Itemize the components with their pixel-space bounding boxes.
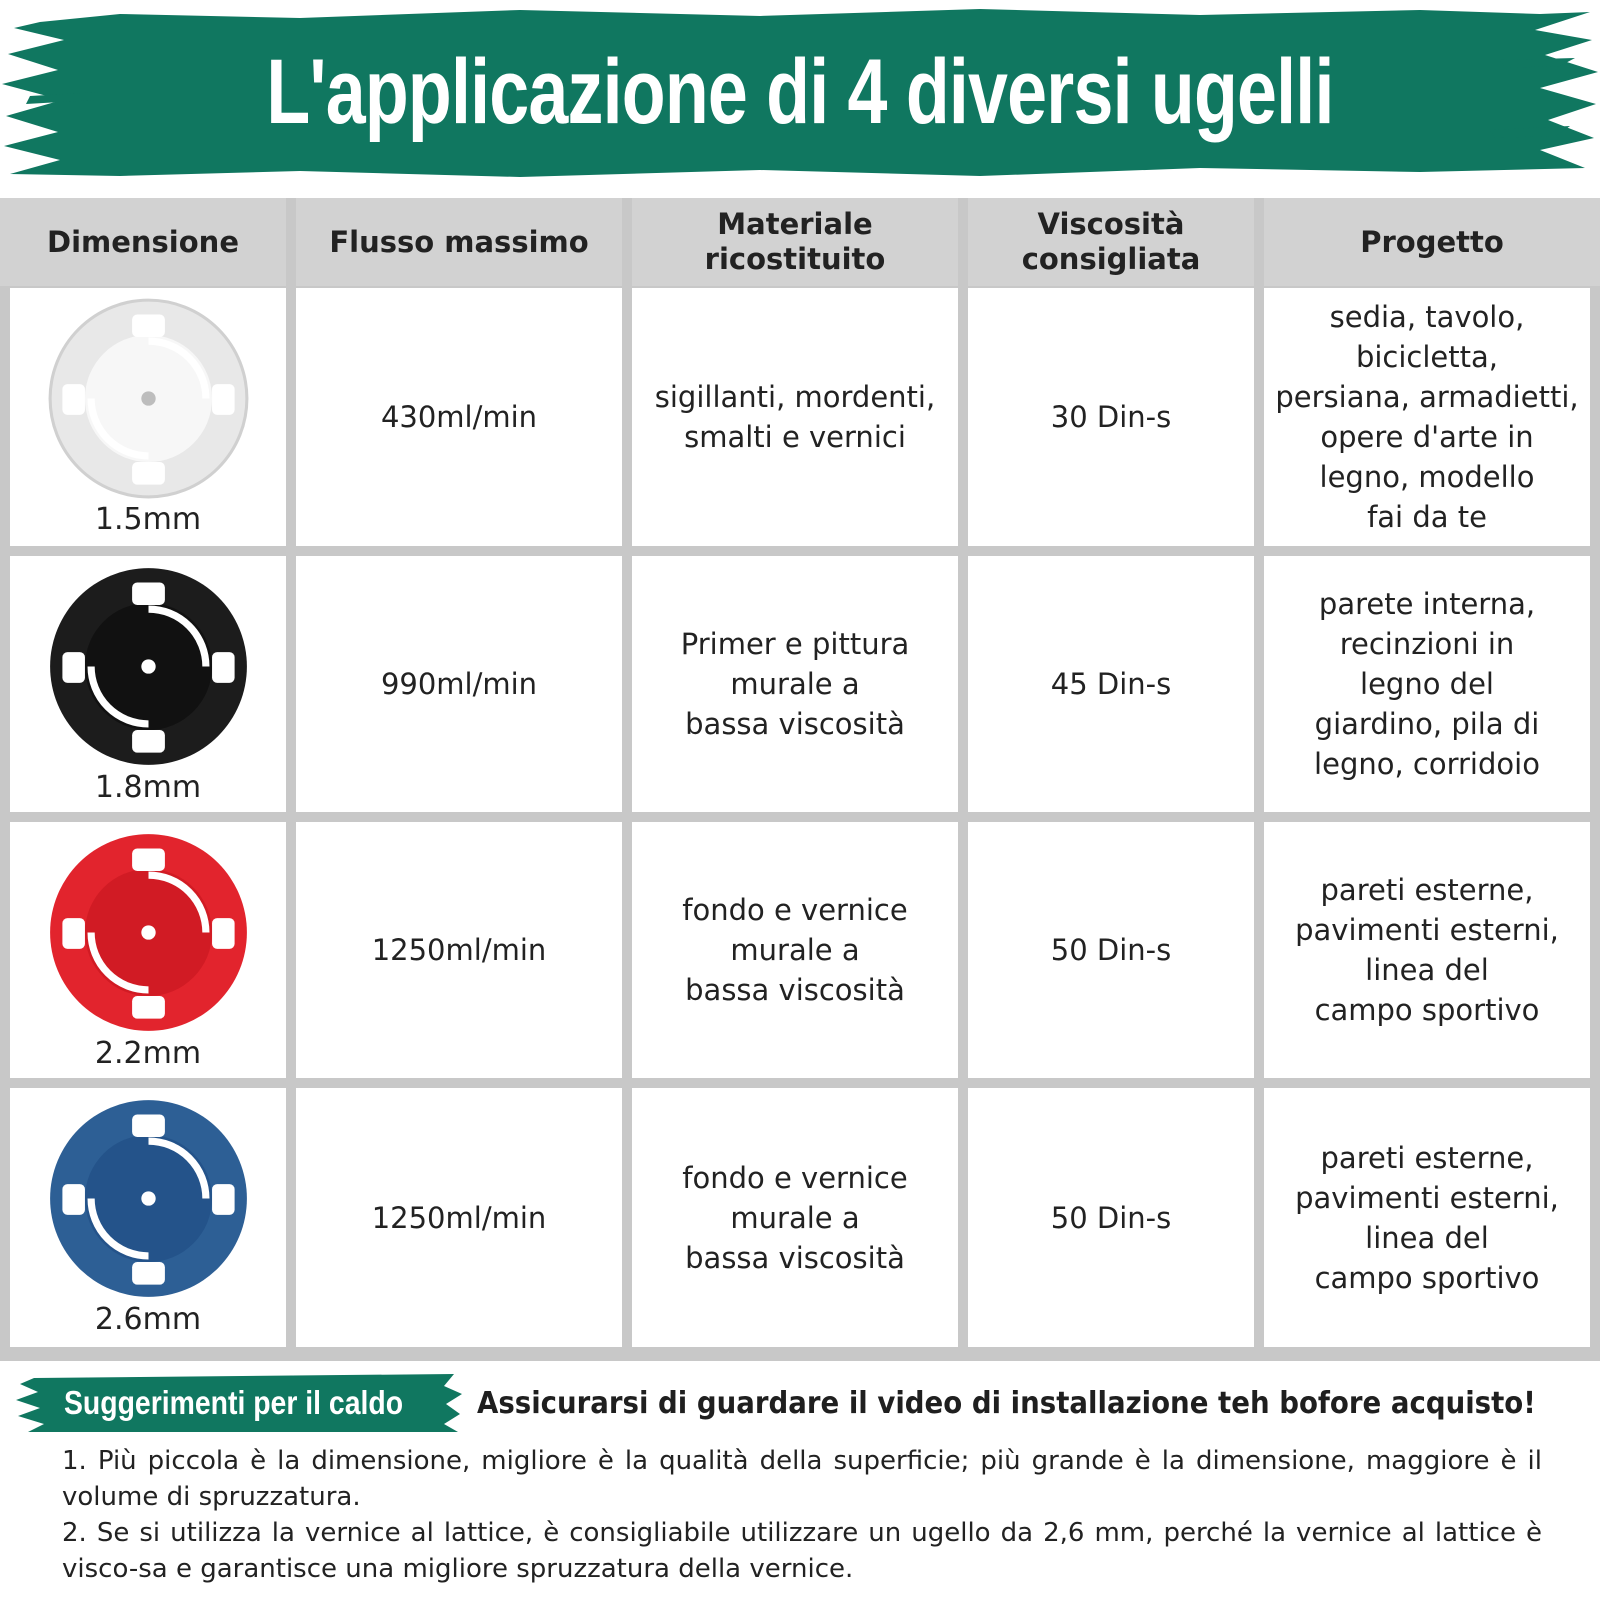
header-viscosity-line2: consigliata <box>1021 242 1201 276</box>
page-title: L'applicazione di 4 diversi ugelli <box>266 41 1334 143</box>
tips-headline: Assicurarsi di guardare il video di installazione teh bofore acquisto! <box>477 1386 1536 1421</box>
table-row-2-viscosity <box>968 556 1254 812</box>
table-row-1-flow <box>296 288 622 546</box>
project-line: persiana, armadietti, <box>1275 380 1579 414</box>
material-line: murale a <box>730 1200 860 1235</box>
project-line: opere d'arte in <box>1320 420 1534 454</box>
white-nozzle-icon <box>41 296 256 501</box>
header-size <box>0 198 286 286</box>
project-line: legno, modello <box>1319 460 1535 494</box>
material-line: bassa viscosità <box>685 707 905 741</box>
project-line: linea del <box>1365 953 1489 987</box>
tip-item: 2. Se si utilizza la vernice al lattice, è consigliabile utilizzare un ugello da 2,6 mm, perché la vernice al lattice è visco-sa e garantisce una migliore spruzzatura della vernice. <box>62 1518 1542 1584</box>
tips-badge <box>14 1372 464 1434</box>
header-max-flow-label: Flusso massimo <box>329 224 589 259</box>
material-line: Primer e pittura <box>680 627 910 661</box>
tips-list <box>62 1443 1542 1587</box>
project-line: linea del <box>1365 1220 1489 1255</box>
project-line: parete interna, <box>1318 587 1536 621</box>
table-row-1-size <box>10 288 286 546</box>
project-line: campo sportivo <box>1314 1260 1540 1295</box>
tip-item: 1. Più piccola è la dimensione, migliore è la qualità della superficie; più grande è la dimensione, maggiore è il volume di spruzzatura. <box>62 1446 1542 1512</box>
table-row-4-viscosity <box>968 1088 1254 1347</box>
table-row-3-material <box>632 822 958 1078</box>
project-line: sedia, tavolo, <box>1329 300 1525 334</box>
project-line: giardino, pila di <box>1314 707 1540 741</box>
material-line: murale a <box>730 667 860 701</box>
header-project <box>1264 198 1600 286</box>
max-flow-value: 1250ml/min <box>371 933 547 967</box>
project-line: bicicletta, <box>1355 340 1499 374</box>
header-viscosity <box>968 198 1254 286</box>
project-line: pareti esterne, <box>1320 1140 1534 1175</box>
table-row-1-project <box>1264 288 1590 546</box>
blue-nozzle-icon <box>41 1096 256 1301</box>
header-max-flow <box>296 198 622 286</box>
table-row-3-viscosity <box>968 822 1254 1078</box>
project-line: recinzioni in <box>1339 627 1515 661</box>
nozzle-size-label: 1.8mm <box>94 770 202 805</box>
material-line: sigillanti, mordenti, <box>654 380 936 414</box>
viscosity-value: 30 Din-s <box>1050 400 1172 434</box>
project-line: pareti esterne, <box>1320 873 1534 907</box>
table-row-2-material <box>632 556 958 812</box>
header-material-line1: Materiale <box>717 207 873 241</box>
max-flow-value: 430ml/min <box>380 400 538 434</box>
table-row-4-project <box>1264 1088 1590 1347</box>
material-line: murale a <box>730 933 860 967</box>
material-line: bassa viscosità <box>685 1240 905 1275</box>
header-project-label: Progetto <box>1360 224 1504 259</box>
table-row-3-project <box>1264 822 1590 1078</box>
material-line: fondo e vernice <box>682 893 908 927</box>
table-row-2-flow <box>296 556 622 812</box>
nozzle-comparison-table <box>0 198 1600 1361</box>
table-row-1-material <box>632 288 958 546</box>
table-row-4-size <box>10 1088 286 1347</box>
table-row-3-size <box>10 822 286 1078</box>
black-nozzle-icon <box>41 564 256 769</box>
nozzle-size-label: 2.2mm <box>94 1036 202 1071</box>
tips-badge-label: Suggerimenti per il caldo <box>64 1384 404 1421</box>
table-row-1-viscosity <box>968 288 1254 546</box>
header-size-label: Dimensione <box>47 224 239 259</box>
material-line: fondo e vernice <box>682 1160 908 1195</box>
max-flow-value: 1250ml/min <box>371 1200 547 1235</box>
project-line: legno del <box>1360 667 1494 701</box>
title-banner <box>0 0 1600 185</box>
viscosity-value: 45 Din-s <box>1050 667 1172 701</box>
max-flow-value: 990ml/min <box>380 667 538 701</box>
project-line: pavimenti esterni, <box>1295 1180 1559 1215</box>
nozzle-size-label: 1.5mm <box>94 502 202 537</box>
material-line: bassa viscosità <box>685 973 905 1007</box>
viscosity-value: 50 Din-s <box>1050 933 1172 967</box>
header-material-line2: ricostituito <box>704 242 886 276</box>
red-nozzle-icon <box>41 830 256 1035</box>
project-line: legno, corridoio <box>1314 747 1540 781</box>
project-line: pavimenti esterni, <box>1295 913 1559 947</box>
table-row-2-project <box>1264 556 1590 812</box>
table-row-4-material <box>632 1088 958 1347</box>
header-viscosity-line1: Viscosità <box>1037 207 1185 241</box>
table-row-4-flow <box>296 1088 622 1347</box>
table-row-2-size <box>10 556 286 812</box>
viscosity-value: 50 Din-s <box>1050 1200 1172 1235</box>
nozzle-size-label: 2.6mm <box>94 1302 202 1337</box>
project-line: campo sportivo <box>1314 993 1540 1027</box>
table-row-3-flow <box>296 822 622 1078</box>
material-line: smalti e vernici <box>684 420 906 454</box>
project-line: fai da te <box>1367 500 1487 534</box>
header-material <box>632 198 958 286</box>
